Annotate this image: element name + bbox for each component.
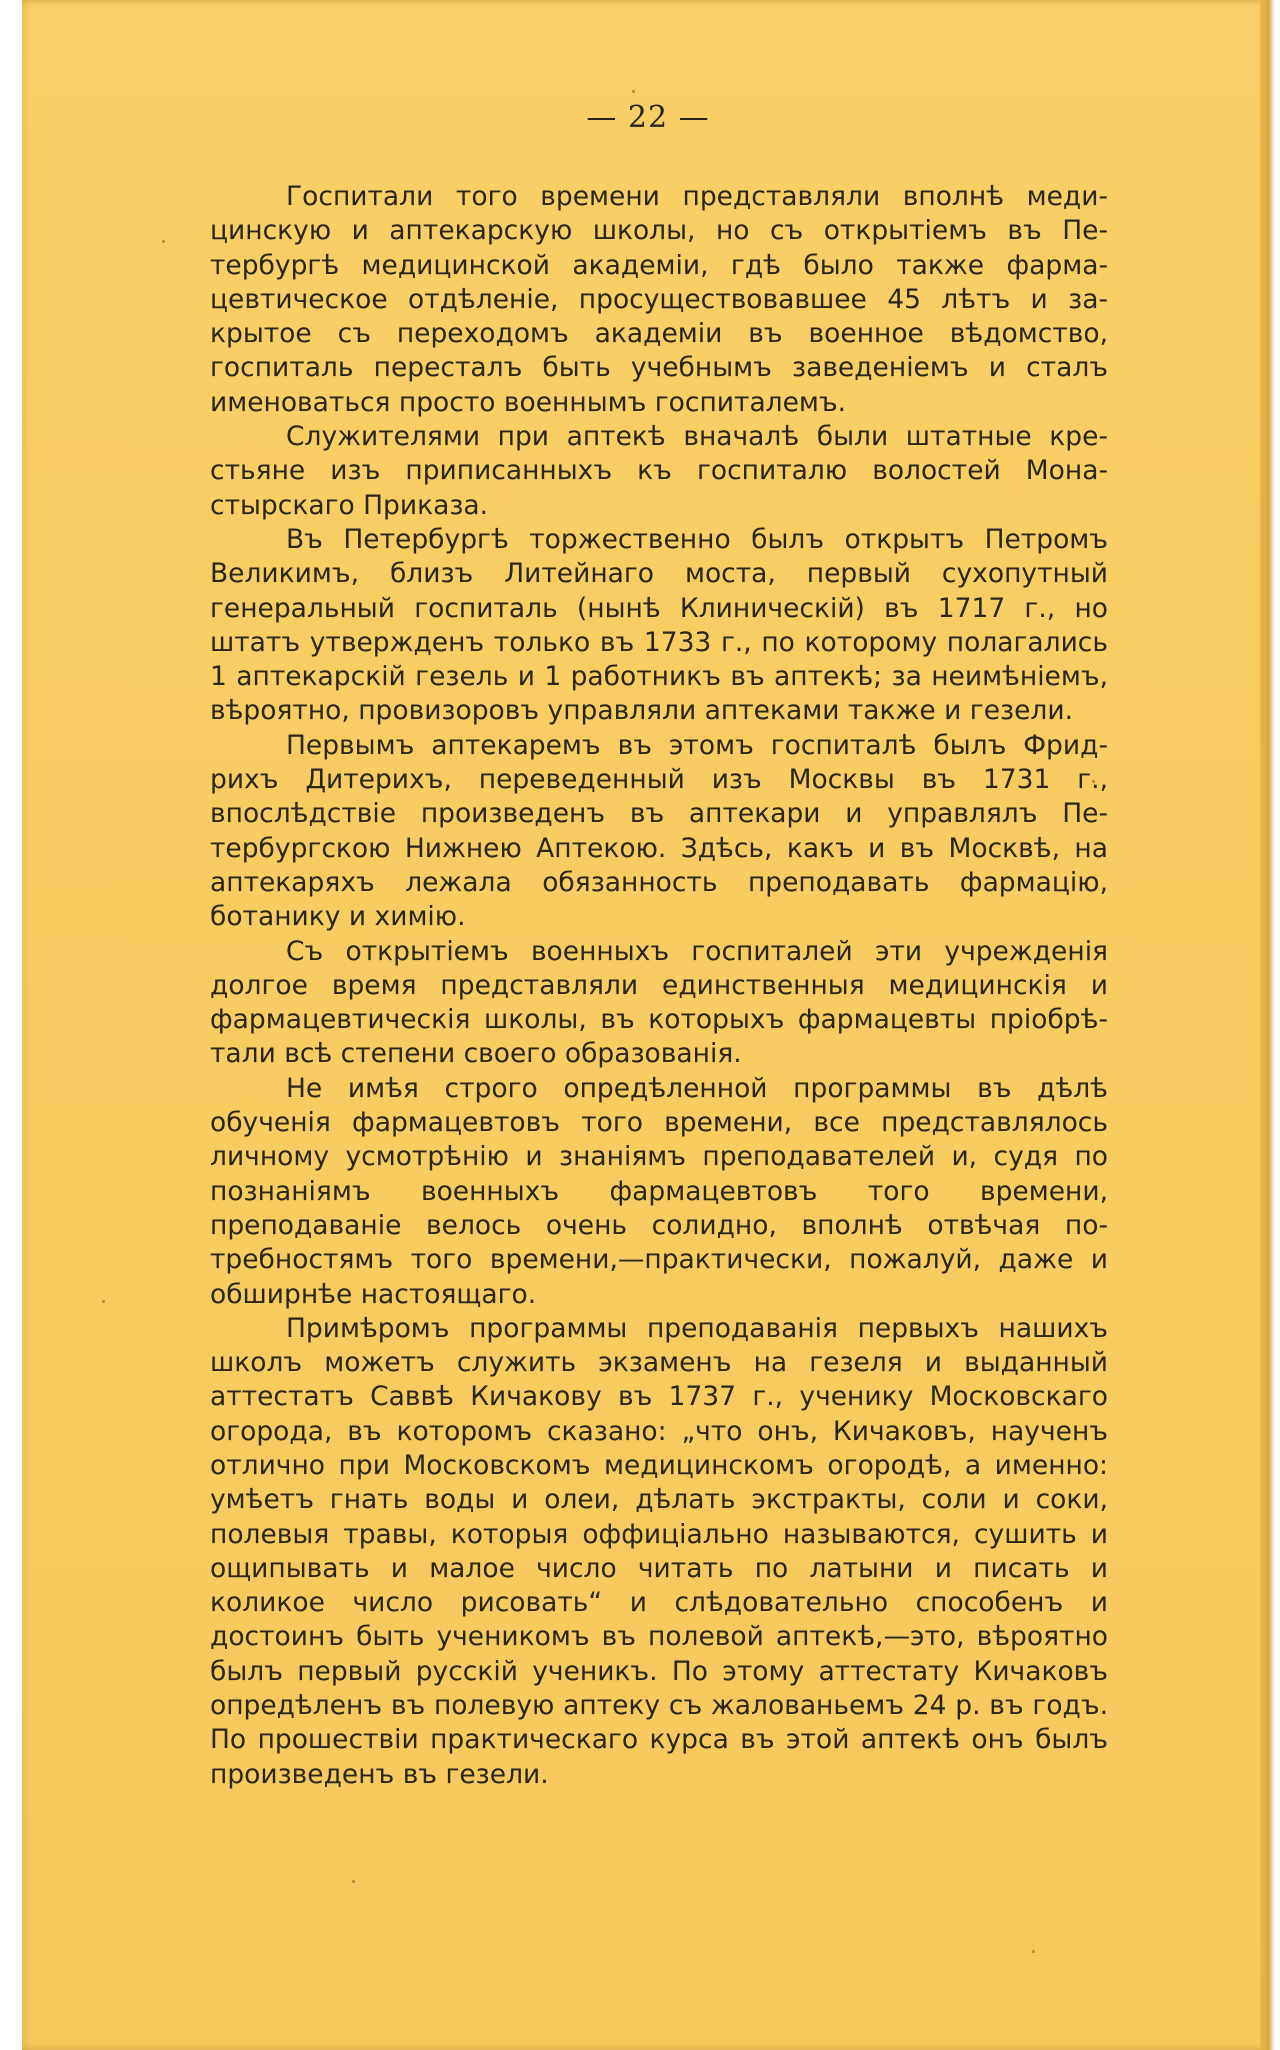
paragraph-1: Госпитали того времени представляли вполнѣ медицинскую и аптекарскую школы, но съ открытіемъ въ Петербургѣ медицинской академіи, гдѣ было также фармацевтическое отдѣленіе, просуществовавшее 45 лѣтъ и закрытое съ переходомъ академіи въ военное вѣдомство, госпиталь пересталъ быть учебнымъ заведеніемъ и сталъ именоваться просто военнымъ госпиталемъ. (210, 181, 1108, 418)
paragraph-3: Въ Петербургѣ торжественно былъ открытъ Петромъ Великимъ, близъ Литейнаго моста, первый сухопутный генеральный госпиталь (нынѣ Клиническій) въ 1717 г., но штатъ утвержденъ только въ 1733 г., по которому полагались 1 аптекарскій гезель и 1 работникъ въ аптекѣ; за неимѣніемъ, вѣроятно, провизоровъ управляли аптеками также и гезели. (210, 523, 1108, 727)
paragraph-7: Примѣромъ программы преподаванія первыхъ нашихъ школъ можетъ служить экзаменъ на гезеля и выданный аттестатъ Саввѣ Кичакову въ 1737 г., ученику Московскаго огорода, въ которомъ сказано: „что онъ, Кичаковъ, наученъ отлично при Московскомъ медицинскомъ огородѣ, а именно: умѣетъ гнать воды и олеи, дѣлать экстракты, соли и соки, полевыя травы, которыя оффиціально называются, сушить и ощипывать и малое число читать по латыни и писать и коликое число рисовать“ и слѣдовательно способенъ и достоинъ быть ученикомъ въ полевой аптекѣ,—это, вѣроятно былъ первый русскій ученикъ. По этому аттестату Кичаковъ опредѣленъ въ полевую аптеку съ жалованьемъ 24 р. въ годъ. По прошествіи практическаго курса въ этой аптекѣ онъ былъ произведенъ въ гезели. (210, 1312, 1108, 1790)
paragraph-5: Съ открытіемъ военныхъ госпиталей эти учрежденія долгое время представляли единственныя медицинскія и фармацевтическія школы, въ которыхъ фармацевты пріобрѣтали всѣ степени своего образованія. (210, 935, 1108, 1070)
paragraph-4: Первымъ аптекаремъ въ этомъ госпиталѣ былъ Фридрихъ Дитерихъ, переведенный изъ Москвы въ 1731 г., впослѣдствіе произведенъ въ аптекари и управлялъ Петербургскою Нижнею Аптекою. Здѣсь, какъ и въ Москвѣ, на аптекаряхъ лежала обязанность преподавать фармацію, ботанику и химію. (210, 729, 1108, 933)
paper-speck (632, 90, 635, 93)
paper-sheet (22, 0, 1274, 2050)
paper-speck (162, 240, 165, 243)
paragraph-2: Служителями при аптекѣ вначалѣ были штатные крестьяне изъ приписанныхъ къ госпиталю волостей Монастырскаго Приказа. (210, 421, 1108, 521)
paragraph-6: Не имѣя строго опредѣленной программы въ дѣлѣ обученія фармацевтовъ того времени, все представлялось личному усмотрѣнію и знаніямъ преподавателей и, судя по познаніямъ военныхъ фармацевтовъ того времени, преподаваніе велось очень солидно, вполнѣ отвѣчая потребностямъ того времени,—практически, пожалуй, даже и обширнѣе настоящаго. (210, 1072, 1108, 1310)
page-number: — 22 — (586, 100, 710, 135)
paper-speck (1092, 780, 1095, 783)
paper-speck (102, 1300, 105, 1303)
body-text (210, 180, 1108, 1792)
paper-speck (352, 1880, 355, 1883)
paper-speck (1032, 1950, 1035, 1953)
page-edge (1260, 0, 1274, 2050)
